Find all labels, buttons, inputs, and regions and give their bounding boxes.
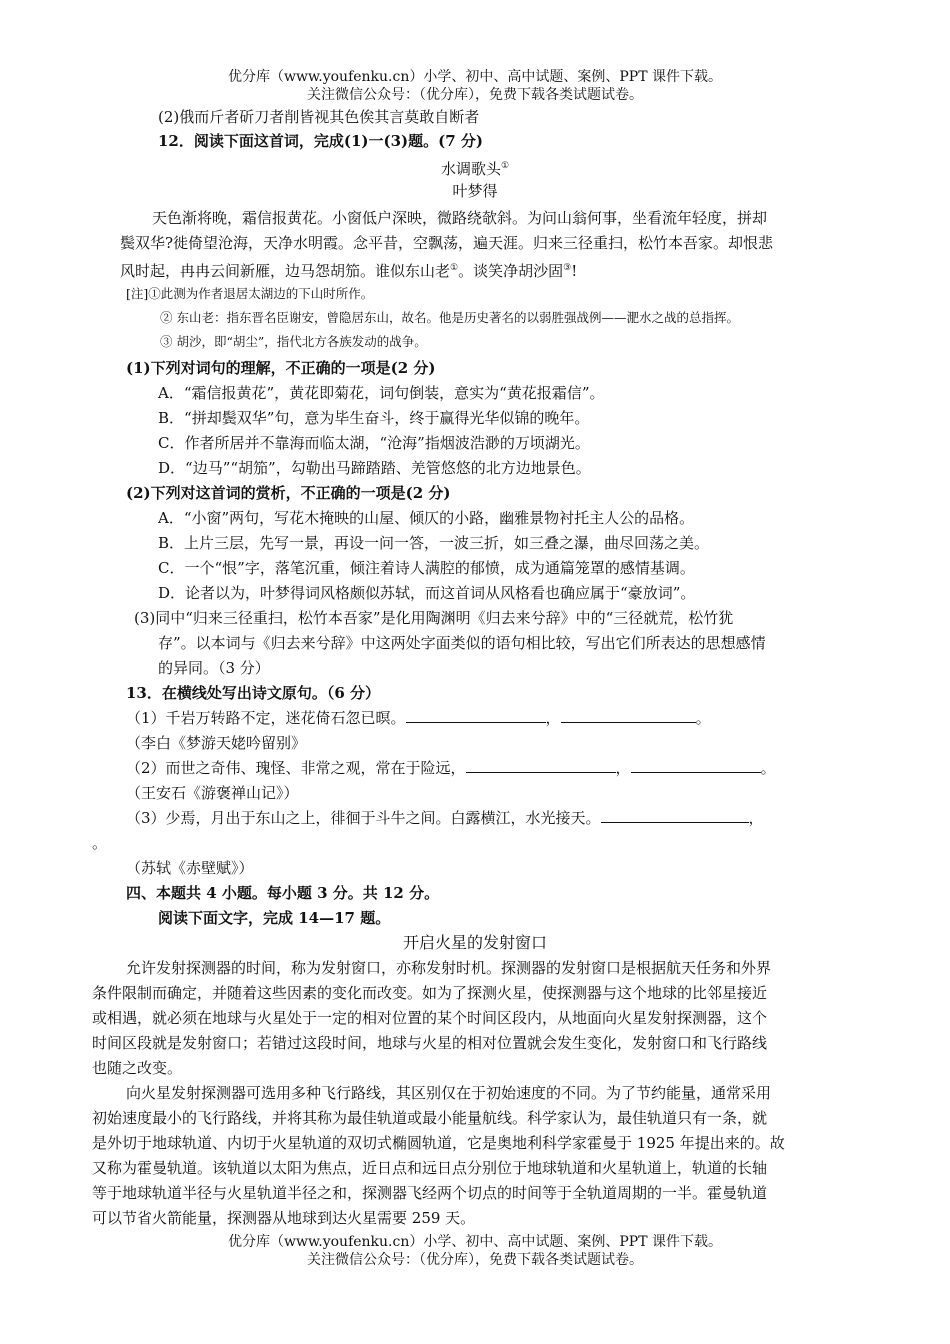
article-para2-line-3: 是外切于地球轨道、内切于火星轨道的双切式椭圆轨道，它是奥地利科学家霍曼于 1925 年提出来的。故 <box>92 1134 785 1152</box>
q13-item-1-source: （李白《梦游天姥吟留别》 <box>126 734 307 752</box>
q12-sub1-stem: (1)下列对词句的理解，不正确的一项是(2 分) <box>126 359 436 377</box>
q12-sub3-line-2: 存”。以本词与《归去来兮辞》中这两处字面类似的语句相比较，写出它们所表达的思想感情 <box>158 634 766 652</box>
q12-sub1-option-d: D．“边马”“胡笳”，勾勒出马蹄踏踏、羌管悠悠的北方边地景色。 <box>158 459 591 477</box>
answer-blank[interactable] <box>561 708 696 723</box>
section4-heading: 四、本题共 4 小题。每小题 3 分。共 12 分。 <box>126 884 440 902</box>
q12-sub1-option-c: C．作者所居并不靠海而临太湖，“沧海”指烟波浩渺的万顷湖光。 <box>158 434 590 452</box>
q13-item-2-comma: ， <box>615 759 631 777</box>
poem-note-ref-2: ① <box>450 263 459 273</box>
q13-item-2-source: （王安石《游褒禅山记》） <box>126 784 299 802</box>
article-para1-line-2: 条件限制而确定，并随着这些因素的变化而改变。如为了探测火星，使探测器与这个地球的比邻星接近 <box>92 984 768 1002</box>
article-para1-line-5: 也随之改变。 <box>92 1059 183 1077</box>
q12-sub2-stem: (2)下列对这首词的赏析，不正确的一项是(2 分) <box>126 484 451 502</box>
q13-item-3-text: （3）少焉，月出于东山之上，徘徊于斗牛之间。白露横江，水光接天。 <box>126 809 601 827</box>
q11-item-2: (2)俄而斤者斫刀者削皆视其色俟其言莫敢自断者 <box>158 108 480 126</box>
poem-note-ref-3: ③ <box>563 263 572 273</box>
poem-line-3-c: ! <box>571 262 578 280</box>
q12-sub2-option-b: B．上片三层，先写一景，再设一问一答，一波三折，如三叠之瀑，曲尽回荡之美。 <box>158 534 710 552</box>
q13-item-3-comma: ， <box>748 809 764 827</box>
footer-line-1: 优分库（www.youfenku.cn）小学、初中、高中试题、案例、PPT 课件下载。 <box>227 1234 722 1250</box>
article-para1-line-4: 时间区段就是发射窗口；若错过这段时间，地球与火星的相对位置就会发生变化，发射窗口和飞行路线 <box>92 1034 768 1052</box>
article-para2-line-2: 初始速度最小的飞行路线，并将其称为最佳轨道或最小能量航线。科学家认为，最佳轨道只有一条，就 <box>92 1109 768 1127</box>
poem-line-2: 鬓双华?徙倚望沧海，天净水明霞。念平昔，空飘荡，遍天涯。归来三径重扫，松竹本吾家。却恨悲 <box>120 234 774 252</box>
q13-item-2 <box>126 757 776 779</box>
q12-sub2-option-d: D．论者以为，叶梦得词风格颇似苏轼，而这首词从风格看也确应属于“豪放词”。 <box>158 584 696 602</box>
q12-sub3-line-3: 的异同。（3 分） <box>158 659 270 677</box>
poem-line-1: 天色渐将晚，霜信报黄花。小窗低户深映，微路绕欹斜。为问山翁何事，坐看流年轻度，拼却 <box>152 209 768 227</box>
poem-line-3-b: 。谈笑净胡沙固 <box>458 262 564 280</box>
section4-instruction: 阅读下面文字，完成 14—17 题。 <box>158 909 391 927</box>
q13-item-2-period: 。 <box>760 759 776 777</box>
q13-item-3-source: （苏轼《赤壁赋》） <box>126 859 254 877</box>
article-para1-line-1: 允许发射探测器的时间，称为发射窗口，亦称发射时机。探测器的发射窗口是根据航天任务和外界 <box>126 959 772 977</box>
q12-heading: 12．阅读下面这首词，完成(1)一(3)题。(7 分) <box>158 132 483 150</box>
q12-sub2-option-a: A．“小窗”两句，写花木掩映的山屋、倾仄的小路，幽雅景物衬托主人公的品格。 <box>158 509 695 527</box>
poem-note-3: ③ 胡沙，即“胡尘”，指代北方各族发动的战争。 <box>160 334 427 349</box>
poem-line-3 <box>120 257 577 282</box>
q13-item-3 <box>126 807 764 829</box>
article-para2-line-5: 等于地球轨道半径与火星轨道半径之和，探测器飞经两个切点的时间等于全轨道周期的一半。霍曼轨道 <box>92 1184 768 1202</box>
answer-blank[interactable] <box>601 808 749 823</box>
answer-blank[interactable] <box>406 708 546 723</box>
poem-note-1: [注]①此测为作者退居太湖边的下山时所作。 <box>126 286 374 301</box>
q12-sub3-line-1: (3)同中“归来三径重扫，松竹本吾家”是化用陶渊明《归去来兮辞》中的“三径就荒，松竹犹 <box>134 609 734 627</box>
poem-title <box>0 155 950 180</box>
article-para2-line-4: 又称为霍曼轨道。该轨道以太阳为焦点，近日点和远日点分别位于地球轨道和火星轨道上，轨道的长轴 <box>92 1159 768 1177</box>
poem-title-text: 水调歌头 <box>440 160 501 178</box>
header-line-1: 优分库（www.youfenku.cn）小学、初中、高中试题、案例、PPT 课件下载。 <box>227 69 722 85</box>
q12-sub1-option-a: A．“霜信报黄花”，黄花即菊花，词句倒装，意实为“黄花报霜信”。 <box>158 384 605 402</box>
poem-author: 叶梦得 <box>452 182 498 200</box>
q13-item-1-period: 。 <box>695 709 711 727</box>
article-para2-line-1: 向火星发射探测器可选用多种飞行路线，其区别仅在于初始速度的不同。为了节约能量，通常采用 <box>126 1084 772 1102</box>
poem-title-note: ① <box>500 161 510 171</box>
poem-line-3-a: 风时起，冉冉云间新雁，边马怨胡笳。谁似东山老 <box>120 262 451 280</box>
q13-item-1 <box>126 707 711 729</box>
article-para2-line-6: 可以节省火箭能量，探测器从地球到达火星需要 259 天。 <box>92 1209 476 1227</box>
header-line-2: 关注微信公众号：（优分库），免费下载各类试题试卷。 <box>307 87 643 103</box>
q13-item-3-period: 。 <box>92 834 108 852</box>
q13-item-2-text: （2）而世之奇伟、瑰怪、非常之观，常在于险远， <box>126 759 466 777</box>
q13-heading: 13．在横线处写出诗文原句。（6 分） <box>126 684 381 702</box>
poem-note-2: ② 东山老：指东晋名臣谢安，曾隐居东山，故名。他是历史著名的以弱胜强战例——淝水之战的总指挥。 <box>160 310 739 325</box>
article-title: 开启火星的发射窗口 <box>402 933 547 952</box>
answer-blank[interactable] <box>466 758 616 773</box>
q13-item-1-text: （1）千岩万转路不定，迷花倚石忽已暝。 <box>126 709 406 727</box>
article-para1-line-3: 或相遇，就必须在地球与火星处于一定的相对位置的某个时间区段内，从地面向火星发射探测器，这个 <box>92 1009 768 1027</box>
q12-sub2-option-c: C．一个“恨”字，落笔沉重，倾注着诗人满腔的郁愤，成为通篇笼罩的感情基调。 <box>158 559 695 577</box>
answer-blank[interactable] <box>631 758 761 773</box>
q13-item-1-comma: ， <box>545 709 561 727</box>
q12-sub1-option-b: B．“拼却鬓双华”句，意为毕生奋斗，终于赢得光华似锦的晚年。 <box>158 409 590 427</box>
footer-line-2: 关注微信公众号：（优分库），免费下载各类试题试卷。 <box>307 1252 643 1268</box>
